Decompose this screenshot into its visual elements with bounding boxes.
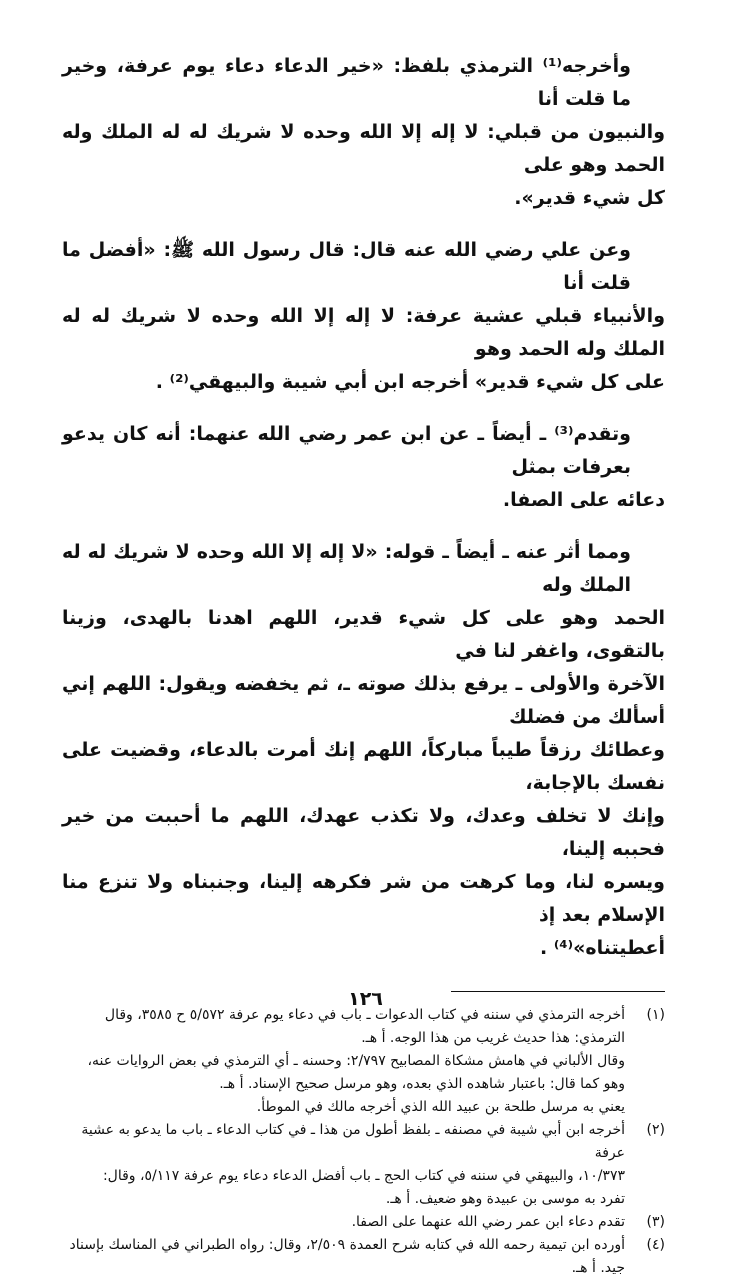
page-body: [62, 50, 665, 1280]
footnote-line: يعني به مرسل طلحة بن عبيد الله الذي أخرجه مالك في الموطأ.: [256, 1099, 625, 1115]
text-line: وأخرجه⁽¹⁾ الترمذي بلفظ: «خير الدعاء دعاء يوم عرفة، وخير ما قلت أنا: [62, 55, 631, 110]
text-line: والنبيون من قبلي: لا إله إلا الله وحده لا شريك له له الملك وله الحمد وهو على: [62, 121, 665, 176]
page-number: ١٢٦: [348, 988, 383, 1010]
text-line: ومما أثر عنه ـ أيضاً ـ قوله: «لا إله إلا الله وحده لا شريك له له الملك وله: [62, 541, 631, 596]
footnote-number: (٣): [646, 1214, 665, 1230]
footnote-3: [62, 1211, 665, 1234]
footnote-line: تقدم دعاء ابن عمر رضي الله عنهما على الصفا.: [351, 1214, 625, 1230]
text-line: ويسره لنا، وما كرهت من شر فكرهه إلينا، وجنبناه ولا تنزع منا الإسلام بعد إذ: [62, 871, 665, 926]
text-line: الآخرة والأولى ـ يرفع بذلك صوته ـ، ثم يخفضه ويقول: اللهم إني أسألك من فضلك: [62, 673, 665, 728]
footnote-2: [62, 1119, 665, 1211]
footnote-line: تفرد به موسى بن عبيدة وهو ضعيف. أ هـ.: [385, 1191, 625, 1207]
text-line: كل شيء قدير».: [514, 187, 665, 209]
footnote-line: أخرجه الترمذي في سننه في كتاب الدعوات ـ باب في دعاء يوم عرفة ٥/٥٧٢ ح ٣٥٨٥، وقال: [104, 1007, 625, 1023]
text-line: وإنك لا تخلف وعدك، ولا تكذب عهدك، اللهم ما أحببت من خير فحببه إلينا،: [62, 805, 665, 860]
paragraph-4: [62, 536, 665, 965]
text-line: أعطيتناه»⁽⁴⁾ .: [539, 937, 665, 959]
text-line: والأنبياء قبلي عشية عرفة: لا إله إلا الله وحده لا شريك له له الملك وله الحمد وهو: [62, 305, 665, 360]
footnote-line: جيد. أ هـ.: [571, 1260, 625, 1276]
footnote-line: ١٠/٣٧٣، والبيهقي في سننه في كتاب الحج ـ باب أفضل الدعاء دعاء يوم عرفة ٥/١١٧، وقال:: [102, 1168, 625, 1184]
footnote-4: [62, 1234, 665, 1280]
footnote-number: (٢): [646, 1122, 665, 1138]
footnote-1-continued: [62, 1050, 665, 1119]
paragraph-1: [62, 50, 665, 215]
footnote-line: الترمذي: هذا حديث غريب من هذا الوجه. أ هـ.: [361, 1030, 625, 1046]
text-line: وتقدم⁽³⁾ ـ أيضاً ـ عن ابن عمر رضي الله عنهما: أنه كان يدعو بعرفات بمثل: [62, 423, 631, 478]
footnote-1: [62, 1004, 665, 1050]
text-line: وعطائك رزقاً طيباً مباركاً، اللهم إنك أمرت بالدعاء، وقضيت على نفسك بالإجابة،: [62, 739, 665, 794]
text-line: الحمد وهو على كل شيء قدير، اللهم اهدنا بالهدى، وزينا بالتقوى، واغفر لنا في: [62, 607, 665, 662]
footnote-line: وقال الألباني في هامش مشكاة المصابيح ٢/٧٩٧: وحسنه ـ أي الترمذي في بعض الروايات عنه،: [87, 1053, 625, 1069]
footnote-line: أورده ابن تيمية رحمه الله في كتابه شرح العمدة ٢/٥٠٩، وقال: رواه الطبراني في المناسك بإسناد: [69, 1237, 625, 1253]
text-line: دعائه على الصفا.: [502, 489, 665, 511]
paragraph-2: [62, 234, 665, 399]
footnote-number: (١): [646, 1007, 665, 1023]
footnote-number: (٤): [646, 1237, 665, 1253]
text-line: على كل شيء قدير» أخرجه ابن أبي شيبة والبيهقي⁽²⁾ .: [155, 371, 665, 393]
footnote-line: أخرجه ابن أبي شيبة في مصنفه ـ بلفظ أطول من هذا ـ في كتاب الدعاء ـ باب ما يدعو به عشية عرفة: [81, 1122, 625, 1161]
text-line: وعن علي رضي الله عنه قال: قال رسول الله ﷺ: «أفضل ما قلت أنا: [62, 239, 631, 294]
footnote-number: [625, 1050, 665, 1119]
footnote-line: وهو كما قال: باعتبار شاهده الذي بعده، وهو مرسل صحيح الإسناد. أ هـ.: [219, 1076, 625, 1092]
paragraph-3: [62, 418, 665, 517]
